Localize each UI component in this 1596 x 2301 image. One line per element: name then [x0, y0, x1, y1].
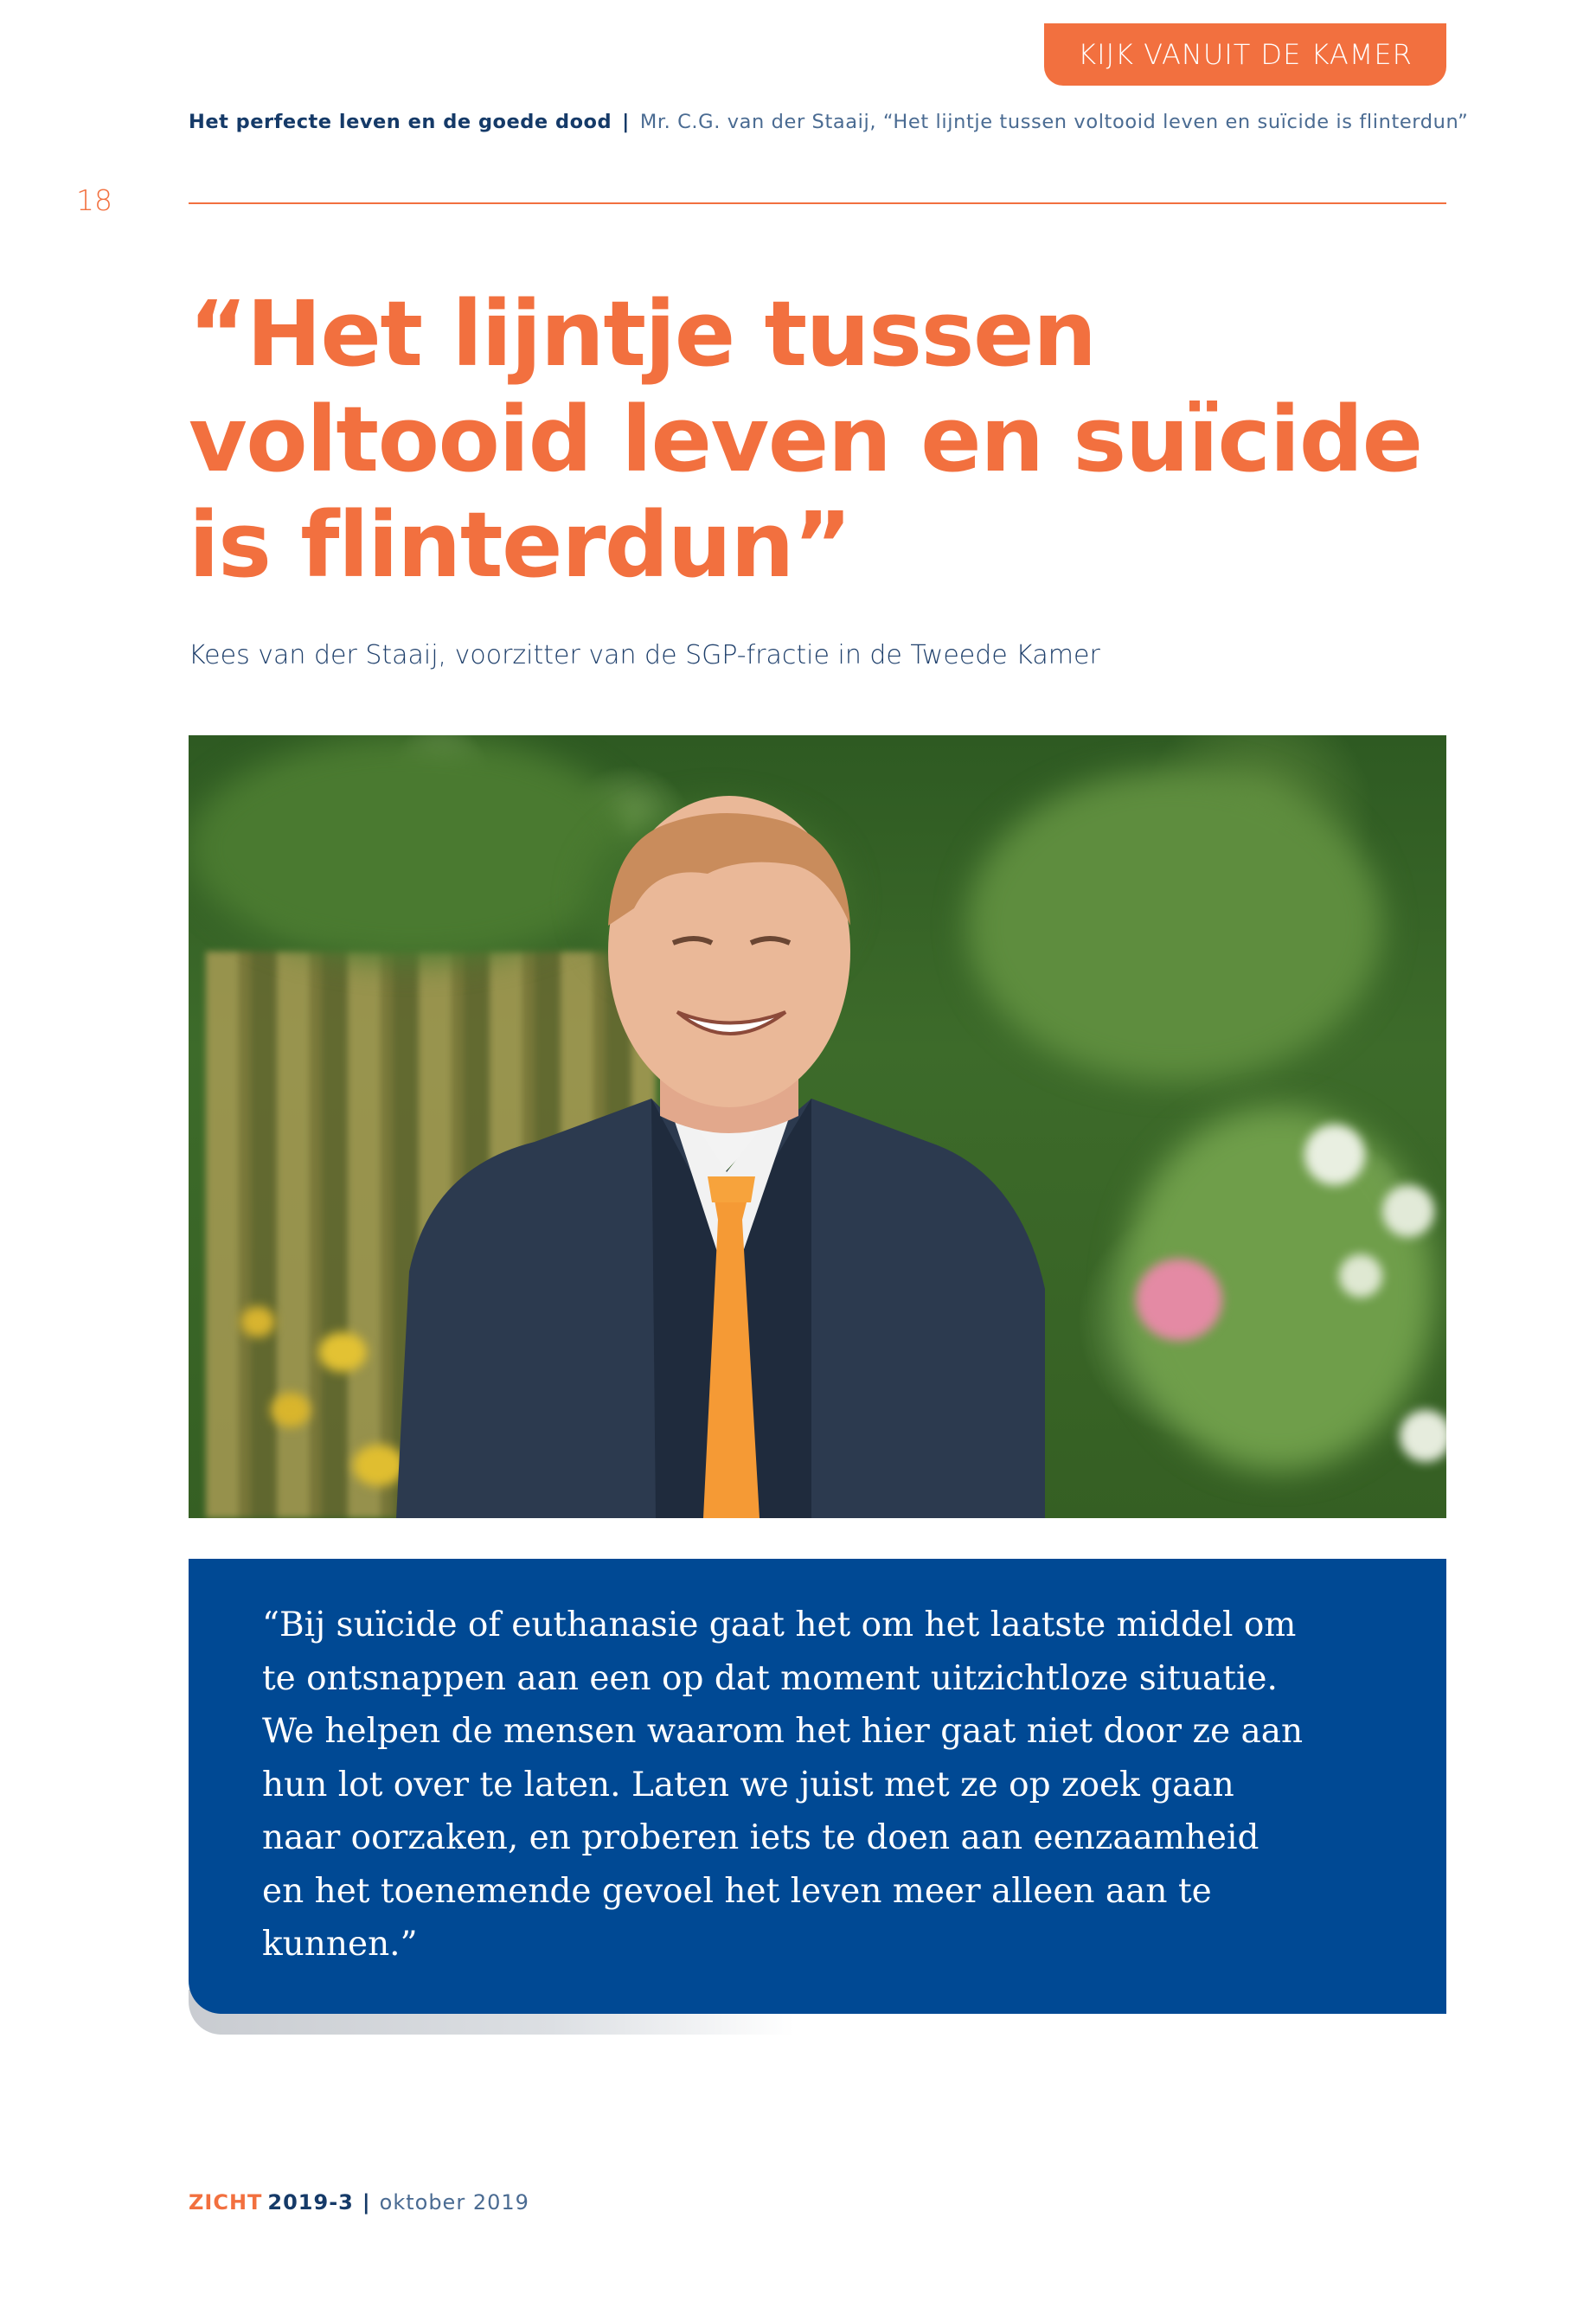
footer-separator: | — [362, 2190, 371, 2214]
footer-date: oktober 2019 — [379, 2190, 529, 2214]
quote-line: We helpen de mensen waarom het hier gaat niet door ze aan — [262, 1712, 1304, 1751]
section-tab: KIJK VANUIT DE KAMER — [1044, 23, 1446, 86]
pull-quote — [262, 1599, 1404, 1971]
quote-line: en het toenemende gevoel het leven meer alleen aan te — [262, 1871, 1212, 1911]
quote-line: te ontsnappen aan een op dat moment uitzichtloze situatie. — [262, 1658, 1278, 1698]
quote-line: kunnen.” — [262, 1925, 418, 1964]
person-illustration — [189, 735, 1446, 1518]
footer-magazine-name: ZICHT — [189, 2190, 263, 2214]
page-footer — [189, 2190, 529, 2214]
quote-line: naar oorzaken, en proberen iets te doen aan eenzaamheid — [262, 1818, 1259, 1857]
running-header-title: Het perfecte leven en de goede dood — [189, 111, 612, 133]
running-header-subtitle: Mr. C.G. van der Staaij, “Het lijntje tussen voltooid leven en suïcide is flinterdun” — [639, 111, 1469, 133]
headline-line: voltooid leven en suïcide — [189, 387, 1422, 492]
portrait-photo — [189, 735, 1446, 1518]
headline-line: is flinterdun” — [189, 492, 851, 598]
page-number: 18 — [76, 183, 112, 217]
running-header — [189, 111, 1469, 133]
running-header-separator: | — [622, 111, 630, 133]
footer-issue: 2019-3 — [267, 2190, 354, 2214]
article-headline — [189, 281, 1469, 598]
quote-line: “Bij suïcide of euthanasie gaat het om het laatste middel om — [262, 1606, 1297, 1644]
header-divider — [189, 202, 1446, 204]
byline: Kees van der Staaij, voorzitter van de SGP-fractie in de Tweede Kamer — [189, 640, 1100, 670]
quote-line: hun lot over te laten. Laten we juist met ze op zoek gaan — [262, 1765, 1234, 1804]
headline-line: “Het lijntje tussen — [189, 281, 1096, 387]
